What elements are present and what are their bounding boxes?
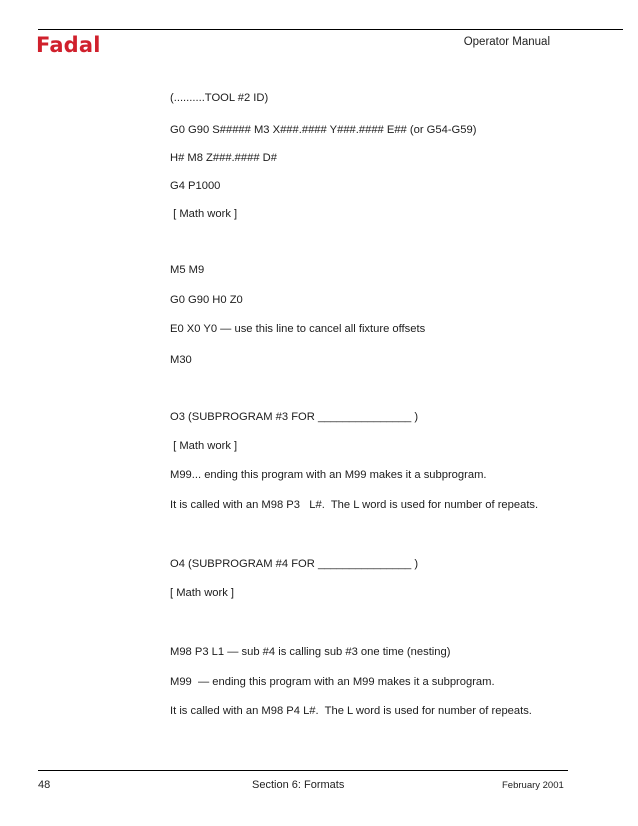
code-line: H# M8 Z###.#### D# — [170, 152, 277, 164]
code-line: G0 G90 S##### M3 X###.#### Y###.#### E## (or G54-G59) — [170, 124, 477, 136]
code-line: O4 (SUBPROGRAM #4 FOR _______________ ) — [170, 558, 419, 570]
code-line: (..........TOOL #2 ID) — [170, 92, 269, 104]
code-line: E0 X0 Y0 — use this line to cancel all fixture offsets — [170, 323, 426, 335]
code-line: G4 P1000 — [170, 180, 221, 192]
code-line: M5 M9 — [170, 264, 205, 276]
code-line: [ Math work ] — [170, 587, 235, 599]
code-line: [ Math work ] — [170, 208, 238, 220]
footer-date: February 2001 — [502, 780, 564, 791]
header-rule — [38, 29, 623, 30]
page-number: 48 — [38, 779, 51, 791]
code-line: [ Math work ] — [170, 440, 238, 452]
code-line: M30 — [170, 354, 192, 366]
footer-rule — [38, 770, 568, 771]
code-line: G0 G90 H0 Z0 — [170, 294, 243, 306]
brand-logo: Fadal — [36, 33, 101, 57]
header-title: Operator Manual — [463, 36, 550, 48]
code-line: It is called with an M98 P4 L#. The L word is used for number of repeats. — [170, 705, 532, 717]
code-line: M99 — ending this program with an M99 makes it a subprogram. — [170, 676, 495, 688]
code-line: It is called with an M98 P3 L#. The L word is used for number of repeats. — [170, 499, 539, 511]
footer-section-title: Section 6: Formats — [252, 779, 345, 791]
code-line: M99... ending this program with an M99 makes it a subprogram. — [170, 469, 487, 481]
code-line: M98 P3 L1 — sub #4 is calling sub #3 one time (nesting) — [170, 646, 451, 658]
code-line: O3 (SUBPROGRAM #3 FOR _______________ ) — [170, 411, 419, 423]
